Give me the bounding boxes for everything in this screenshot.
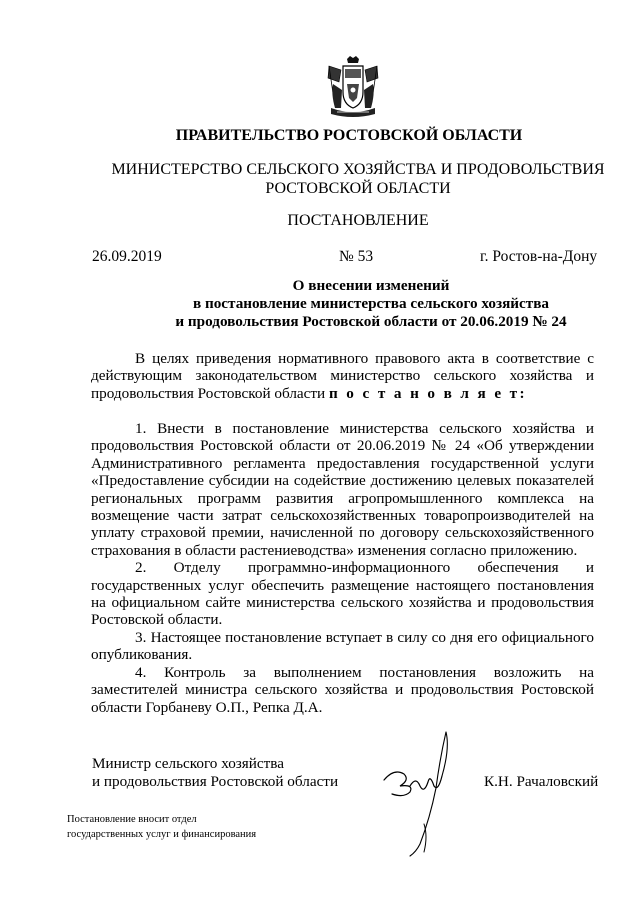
ministry-name: [38, 160, 640, 198]
resolution-item-3: 3. Настоящее постановление вступает в силу со дня его официального опубликования.: [91, 628, 594, 664]
document-city: г. Ростов-на-Дону: [480, 248, 598, 265]
document-type: ПОСТАНОВЛЕНИЕ: [287, 212, 429, 229]
document-footer: [67, 812, 256, 842]
resolution-item-4: 4. Контроль за выполнением постановления возложить на заместителей министра сельского хозяйства и продовольствия Ростовской области Горбаневу О.П., Репка Д.А.: [91, 663, 594, 716]
document-number: № 53: [339, 248, 374, 265]
ministry-line-1: МИНИСТЕРСТВО СЕЛЬСКОГО ХОЗЯЙСТВА И ПРОДОВОЛЬСТВИЯ: [111, 161, 605, 178]
preamble-text: В целях приведения нормативного правового акта в соответствие с действующим законодательством министерство сельского хозяйства и продовольствия Ростовской области: [91, 350, 594, 402]
document-subject: [96, 277, 640, 331]
subject-line-1: О внесении изменений: [292, 277, 450, 294]
subject-line-3: и продовольствия Ростовской области от 20.06.2019 № 24: [175, 313, 567, 330]
document-date: 26.09.2019: [92, 248, 162, 265]
resolution-item-2: 2. Отделу программно-информационного обеспечения и государственных услуг обеспечить размещение настоящего постановления на официальном сайте министерства сельского хозяйства и продовольствия Ростовской области.: [91, 559, 594, 629]
government-title: ПРАВИТЕЛЬСТВО РОСТОВСКОЙ ОБЛАСТИ: [175, 127, 523, 144]
signatory-name: К.Н. Рачаловский: [484, 773, 599, 790]
position-line-2: и продовольствия Ростовской области: [92, 772, 339, 790]
footer-line-1: Постановление вносит отдел: [67, 814, 197, 825]
resolution-items: [91, 420, 594, 716]
signatory-position: [92, 755, 338, 790]
ministry-line-2: РОСТОВСКОЙ ОБЛАСТИ: [265, 180, 451, 197]
position-line-1: Министр сельского хозяйства: [92, 755, 285, 772]
resolves-word: п о с т а н о в л я е т:: [328, 384, 528, 402]
coat-of-arms-icon: [325, 56, 381, 120]
footer-line-2: государственных услуг и финансирования: [67, 829, 257, 840]
handwritten-signature: [380, 728, 460, 858]
preamble-paragraph: [91, 350, 594, 402]
subject-line-2: в постановление министерства сельского хозяйства: [192, 295, 550, 312]
resolution-item-1: 1. Внести в постановление министерства сельского хозяйства и продовольствия Ростовской области от 20.06.2019 № 24 «Об утверждении Административного регламента предоставления государственной услуги «Предоставление субсидии на содействие достижению целевых показателей региональных программ развития агропромышленного комплекса на возмещение части затрат сельскохозяйственных товаропроизводителей на уплату страховой премии, начисленной по договору сельскохозяйственного страхования в области растениеводства» изменения согласно приложению.: [91, 420, 594, 559]
preamble: [91, 350, 594, 402]
